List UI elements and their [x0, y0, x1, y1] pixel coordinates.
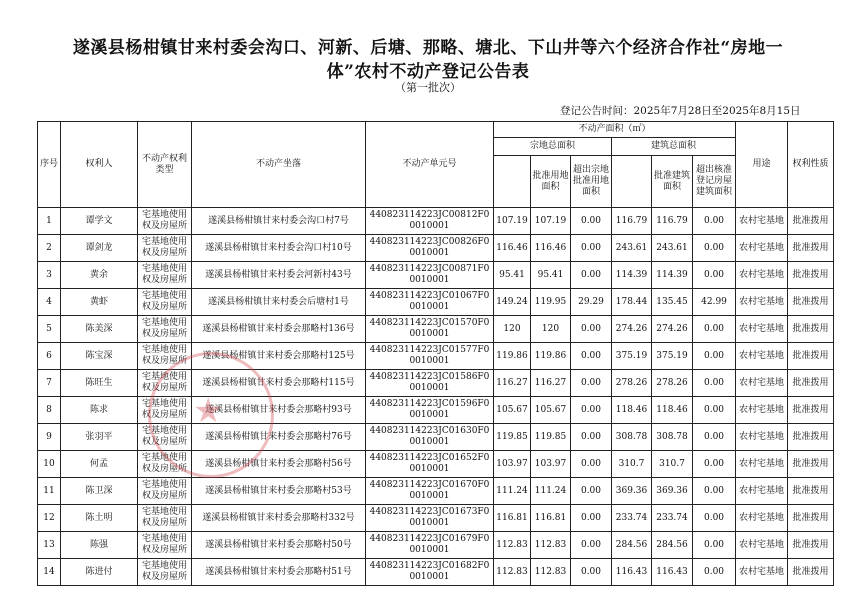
cell-bld-exceed: 42.99: [693, 289, 736, 316]
cell-unit-no: 440823114223JC01586F00010001: [366, 370, 494, 397]
header-unit-no: 不动产单元号: [366, 122, 494, 208]
cell-nature: 批准拨用: [788, 370, 834, 397]
cell-right-type: 宅基地使用权及房屋所: [138, 532, 192, 559]
cell-right-type: 宅基地使用权及房屋所: [138, 478, 192, 505]
header-owner: 权利人: [61, 122, 138, 208]
cell-land-approved: 95.41: [531, 262, 571, 289]
cell-bld-exceed: 0.00: [693, 505, 736, 532]
cell-land-approved: 120: [531, 316, 571, 343]
cell-location: 遂溪县杨柑镇甘来村委会后塘村1号: [192, 289, 366, 316]
cell-owner: 陈求: [61, 397, 138, 424]
cell-seq: 1: [38, 208, 61, 235]
cell-unit-no: 440823114223JC01067F00010001: [366, 289, 494, 316]
document-title: [0, 36, 856, 84]
cell-land-approved: 119.95: [531, 289, 571, 316]
cell-land-exceed: 0.00: [571, 559, 612, 586]
cell-right-type: 宅基地使用权及房屋所: [138, 235, 192, 262]
table-row: [38, 262, 834, 289]
cell-land-exceed: 0.00: [571, 478, 612, 505]
cell-bld-approved: 233.74: [652, 505, 693, 532]
cell-owner: 何孟: [61, 451, 138, 478]
cell-owner: 陈强: [61, 532, 138, 559]
cell-bld-exceed: 0.00: [693, 343, 736, 370]
cell-bld-exceed: 0.00: [693, 262, 736, 289]
cell-seq: 5: [38, 316, 61, 343]
cell-use: 农村宅基地: [736, 559, 788, 586]
cell-land-approved: 111.24: [531, 478, 571, 505]
cell-unit-no: 440823114223JC01652F00010001: [366, 451, 494, 478]
cell-bld-approved: 243.61: [652, 235, 693, 262]
cell-use: 农村宅基地: [736, 262, 788, 289]
cell-use: 农村宅基地: [736, 343, 788, 370]
cell-bld-exceed: 0.00: [693, 424, 736, 451]
title-line-1: 遂溪县杨柑镇甘来村委会沟口、河新、后塘、那略、塘北、下山井等六个经济合作社“房地一: [72, 38, 784, 58]
cell-land-exceed: 0.00: [571, 370, 612, 397]
table-row: [38, 343, 834, 370]
header-use: 用途: [736, 122, 788, 208]
cell-land-approved: 105.67: [531, 397, 571, 424]
cell-seq: 13: [38, 532, 61, 559]
cell-right-type: 宅基地使用权及房屋所: [138, 559, 192, 586]
cell-owner: 陈土明: [61, 505, 138, 532]
table-row: [38, 559, 834, 586]
cell-nature: 批准拨用: [788, 208, 834, 235]
cell-land-exceed: 0.00: [571, 316, 612, 343]
cell-land-total: 112.83: [494, 532, 531, 559]
cell-use: 农村宅基地: [736, 505, 788, 532]
cell-right-type: 宅基地使用权及房屋所: [138, 262, 192, 289]
cell-land-total: 116.27: [494, 370, 531, 397]
cell-right-type: 宅基地使用权及房屋所: [138, 397, 192, 424]
cell-unit-no: 440823114223JC01630F00010001: [366, 424, 494, 451]
table-row: [38, 424, 834, 451]
cell-owner: 谭剑龙: [61, 235, 138, 262]
cell-location: 遂溪县杨柑镇甘来村委会沟口村10号: [192, 235, 366, 262]
cell-unit-no: 440823114223JC01682F00010001: [366, 559, 494, 586]
cell-seq: 7: [38, 370, 61, 397]
cell-location: 遂溪县杨柑镇甘来村委会那略村56号: [192, 451, 366, 478]
cell-location: 遂溪县杨柑镇甘来村委会那略村51号: [192, 559, 366, 586]
cell-bld-total: 308.78: [612, 424, 652, 451]
cell-right-type: 宅基地使用权及房屋所: [138, 505, 192, 532]
cell-nature: 批准拨用: [788, 424, 834, 451]
cell-unit-no: 440823114223JC00812F00010001: [366, 208, 494, 235]
cell-right-type: 宅基地使用权及房屋所: [138, 343, 192, 370]
cell-owner: 陈进付: [61, 559, 138, 586]
cell-land-approved: 107.19: [531, 208, 571, 235]
cell-right-type: 宅基地使用权及房屋所: [138, 451, 192, 478]
cell-bld-exceed: 0.00: [693, 397, 736, 424]
cell-nature: 批准拨用: [788, 505, 834, 532]
cell-owner: 陈卫深: [61, 478, 138, 505]
cell-bld-total: 375.19: [612, 343, 652, 370]
cell-bld-exceed: 0.00: [693, 208, 736, 235]
cell-nature: 批准拨用: [788, 559, 834, 586]
cell-location: 遂溪县杨柑镇甘来村委会那略村53号: [192, 478, 366, 505]
cell-location: 遂溪县杨柑镇甘来村委会那略村50号: [192, 532, 366, 559]
cell-nature: 批准拨用: [788, 451, 834, 478]
cell-location: 遂溪县杨柑镇甘来村委会那略村115号: [192, 370, 366, 397]
cell-nature: 批准拨用: [788, 262, 834, 289]
cell-location: 遂溪县杨柑镇甘来村委会那略村332号: [192, 505, 366, 532]
cell-use: 农村宅基地: [736, 478, 788, 505]
cell-bld-approved: 135.45: [652, 289, 693, 316]
cell-owner: 张羽平: [61, 424, 138, 451]
title-line-2: 体”农村不动产登记公告表: [326, 62, 530, 82]
cell-land-approved: 119.86: [531, 343, 571, 370]
cell-bld-total: 178.44: [612, 289, 652, 316]
cell-bld-total: 278.26: [612, 370, 652, 397]
cell-land-total: 119.85: [494, 424, 531, 451]
cell-right-type: 宅基地使用权及房屋所: [138, 208, 192, 235]
cell-land-approved: 112.83: [531, 532, 571, 559]
header-building-approved: 批准建筑面积: [652, 156, 693, 208]
cell-land-total: 111.24: [494, 478, 531, 505]
cell-land-approved: 119.85: [531, 424, 571, 451]
cell-bld-approved: 284.56: [652, 532, 693, 559]
cell-land-exceed: 0.00: [571, 424, 612, 451]
cell-land-approved: 103.97: [531, 451, 571, 478]
cell-location: 遂溪县杨柑镇甘来村委会那略村93号: [192, 397, 366, 424]
cell-land-exceed: 0.00: [571, 235, 612, 262]
cell-bld-approved: 116.43: [652, 559, 693, 586]
batch-subtitle: （第一批次）: [395, 81, 461, 94]
cell-bld-approved: 308.78: [652, 424, 693, 451]
cell-seq: 8: [38, 397, 61, 424]
cell-land-exceed: 29.29: [571, 289, 612, 316]
cell-use: 农村宅基地: [736, 208, 788, 235]
cell-land-exceed: 0.00: [571, 208, 612, 235]
cell-bld-exceed: 0.00: [693, 235, 736, 262]
cell-location: 遂溪县杨柑镇甘来村委会那略村136号: [192, 316, 366, 343]
cell-use: 农村宅基地: [736, 397, 788, 424]
table-row: [38, 505, 834, 532]
cell-bld-total: 369.36: [612, 478, 652, 505]
cell-use: 农村宅基地: [736, 424, 788, 451]
cell-seq: 12: [38, 505, 61, 532]
cell-bld-approved: 118.46: [652, 397, 693, 424]
cell-unit-no: 440823114223JC01679F00010001: [366, 532, 494, 559]
cell-location: 遂溪县杨柑镇甘来村委会那略村76号: [192, 424, 366, 451]
cell-bld-exceed: 0.00: [693, 532, 736, 559]
header-right-type: 不动产权利类型: [138, 122, 192, 208]
cell-nature: 批准拨用: [788, 532, 834, 559]
cell-use: 农村宅基地: [736, 451, 788, 478]
cell-bld-exceed: 0.00: [693, 451, 736, 478]
cell-nature: 批准拨用: [788, 289, 834, 316]
cell-location: 遂溪县杨柑镇甘来村委会那略村125号: [192, 343, 366, 370]
cell-bld-total: 233.74: [612, 505, 652, 532]
cell-seq: 2: [38, 235, 61, 262]
cell-bld-total: 310.7: [612, 451, 652, 478]
header-land-group: 宗地总面积: [494, 138, 612, 156]
cell-land-exceed: 0.00: [571, 505, 612, 532]
header-area-group: 不动产面积（㎡）: [494, 122, 736, 138]
table-row: [38, 208, 834, 235]
registration-table: [37, 121, 834, 586]
table-row: [38, 451, 834, 478]
cell-bld-total: 284.56: [612, 532, 652, 559]
cell-use: 农村宅基地: [736, 532, 788, 559]
header-land-approved: 批准用地面积: [531, 156, 571, 208]
cell-unit-no: 440823114223JC01673F00010001: [366, 505, 494, 532]
cell-land-total: 116.46: [494, 235, 531, 262]
cell-bld-approved: 114.39: [652, 262, 693, 289]
cell-seq: 6: [38, 343, 61, 370]
cell-location: 遂溪县杨柑镇甘来村委会沟口村7号: [192, 208, 366, 235]
cell-bld-exceed: 0.00: [693, 559, 736, 586]
cell-nature: 批准拨用: [788, 235, 834, 262]
cell-bld-exceed: 0.00: [693, 316, 736, 343]
registration-date: 登记公告时间：2025年7月28日至2025年8月15日: [560, 105, 801, 117]
cell-seq: 11: [38, 478, 61, 505]
cell-land-approved: 112.83: [531, 559, 571, 586]
cell-land-exceed: 0.00: [571, 343, 612, 370]
cell-land-total: 95.41: [494, 262, 531, 289]
cell-land-total: 149.24: [494, 289, 531, 316]
table-row: [38, 478, 834, 505]
cell-right-type: 宅基地使用权及房屋所: [138, 424, 192, 451]
table-row: [38, 289, 834, 316]
cell-bld-exceed: 0.00: [693, 370, 736, 397]
cell-unit-no: 440823114223JC01596F00010001: [366, 397, 494, 424]
cell-land-exceed: 0.00: [571, 397, 612, 424]
cell-unit-no: 440823114223JC01570F00010001: [366, 316, 494, 343]
cell-nature: 批准拨用: [788, 343, 834, 370]
cell-unit-no: 440823114223JC01577F00010001: [366, 343, 494, 370]
cell-location: 遂溪县杨柑镇甘来村委会河新村43号: [192, 262, 366, 289]
cell-land-approved: 116.81: [531, 505, 571, 532]
cell-unit-no: 440823114223JC00826F00010001: [366, 235, 494, 262]
cell-bld-approved: 310.7: [652, 451, 693, 478]
header-seq: 序号: [38, 122, 61, 208]
cell-bld-approved: 369.36: [652, 478, 693, 505]
cell-land-total: 119.86: [494, 343, 531, 370]
cell-use: 农村宅基地: [736, 316, 788, 343]
header-land-exceed: 超出宗地批准用地面积: [571, 156, 612, 208]
cell-land-total: 107.19: [494, 208, 531, 235]
cell-land-exceed: 0.00: [571, 451, 612, 478]
cell-seq: 4: [38, 289, 61, 316]
cell-land-exceed: 0.00: [571, 532, 612, 559]
cell-unit-no: 440823114223JC00871F00010001: [366, 262, 494, 289]
cell-land-exceed: 0.00: [571, 262, 612, 289]
header-building-group: 建筑总面积: [612, 138, 736, 156]
table-row: [38, 397, 834, 424]
cell-bld-exceed: 0.00: [693, 478, 736, 505]
header-building-exceed: 超出核准登记房屋建筑面积: [693, 156, 736, 208]
header-location: 不动产坐落: [192, 122, 366, 208]
cell-bld-approved: 278.26: [652, 370, 693, 397]
cell-land-total: 116.81: [494, 505, 531, 532]
header-nature: 权利性质: [788, 122, 834, 208]
cell-seq: 9: [38, 424, 61, 451]
cell-nature: 批准拨用: [788, 316, 834, 343]
cell-land-total: 112.83: [494, 559, 531, 586]
cell-owner: 陈旺生: [61, 370, 138, 397]
cell-land-approved: 116.46: [531, 235, 571, 262]
cell-seq: 10: [38, 451, 61, 478]
cell-bld-total: 114.39: [612, 262, 652, 289]
header-land-total: [494, 156, 531, 208]
cell-land-total: 105.67: [494, 397, 531, 424]
cell-bld-total: 118.46: [612, 397, 652, 424]
cell-bld-approved: 274.26: [652, 316, 693, 343]
cell-seq: 14: [38, 559, 61, 586]
cell-owner: 黄余: [61, 262, 138, 289]
table-row: [38, 532, 834, 559]
table-row: [38, 235, 834, 262]
cell-right-type: 宅基地使用权及房屋所: [138, 370, 192, 397]
cell-bld-total: 116.79: [612, 208, 652, 235]
cell-bld-total: 116.43: [612, 559, 652, 586]
cell-seq: 3: [38, 262, 61, 289]
cell-use: 农村宅基地: [736, 370, 788, 397]
table-row: [38, 370, 834, 397]
cell-right-type: 宅基地使用权及房屋所: [138, 316, 192, 343]
cell-land-total: 120: [494, 316, 531, 343]
cell-use: 农村宅基地: [736, 289, 788, 316]
cell-nature: 批准拨用: [788, 397, 834, 424]
cell-bld-approved: 375.19: [652, 343, 693, 370]
cell-right-type: 宅基地使用权及房屋所: [138, 289, 192, 316]
cell-owner: 黄虾: [61, 289, 138, 316]
cell-owner: 陈美深: [61, 316, 138, 343]
cell-unit-no: 440823114223JC01670F00010001: [366, 478, 494, 505]
cell-nature: 批准拨用: [788, 478, 834, 505]
cell-bld-total: 274.26: [612, 316, 652, 343]
table-row: [38, 316, 834, 343]
cell-land-total: 103.97: [494, 451, 531, 478]
cell-use: 农村宅基地: [736, 235, 788, 262]
cell-owner: 谭学文: [61, 208, 138, 235]
cell-land-approved: 116.27: [531, 370, 571, 397]
header-building-total: [612, 156, 652, 208]
cell-bld-approved: 116.79: [652, 208, 693, 235]
cell-owner: 陈宝深: [61, 343, 138, 370]
cell-bld-total: 243.61: [612, 235, 652, 262]
